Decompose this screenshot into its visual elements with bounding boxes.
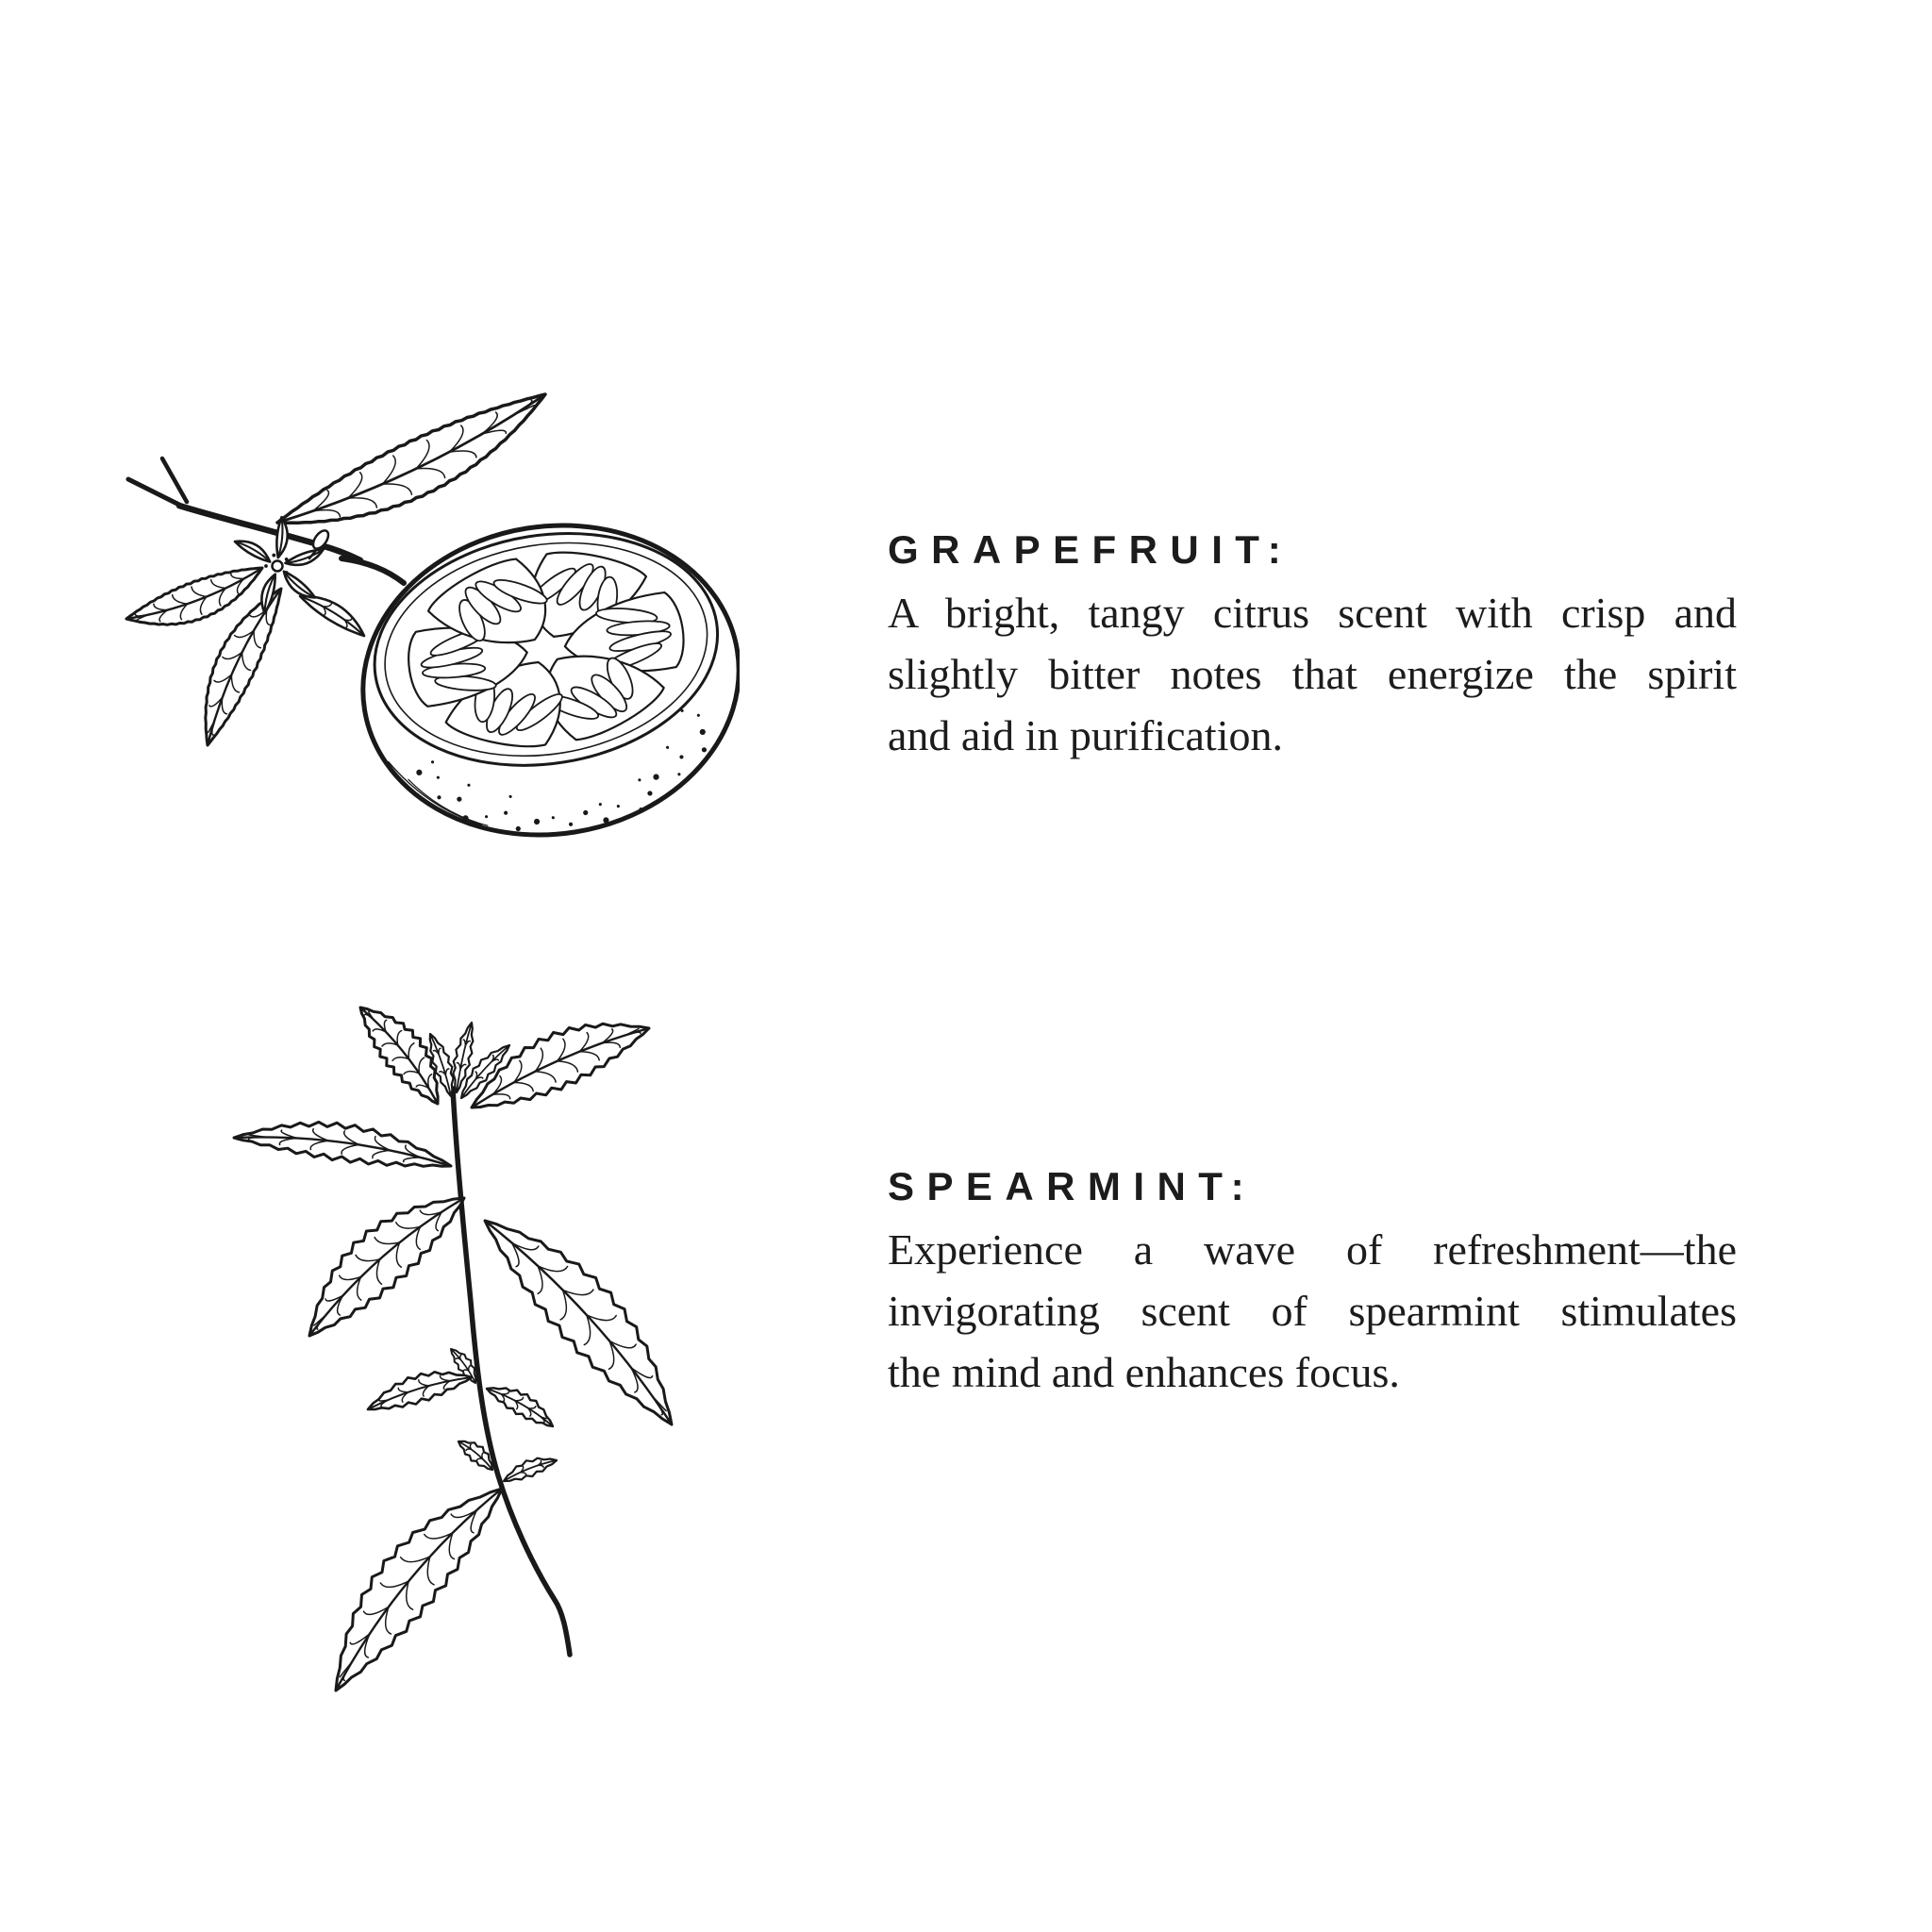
spearmint-heading: SPEARMINT:	[888, 1164, 1257, 1208]
description-line: Experience a wave of refreshment—the	[888, 1225, 1737, 1274]
description-line: invigorating scent of spearmint stimulates	[888, 1287, 1737, 1335]
description-line: slightly bitter notes that energize the spirit	[888, 650, 1737, 698]
description-line: and aid in purification.	[888, 711, 1283, 759]
grapefruit-description	[888, 582, 1737, 766]
spearmint-description	[888, 1219, 1737, 1403]
grapefruit-heading: GRAPEFRUIT:	[888, 527, 1294, 572]
description-line: A bright, tangy citrus scent with crisp and	[888, 589, 1737, 637]
description-line: the mind and enhances focus.	[888, 1348, 1400, 1396]
spearmint-illustration	[228, 998, 717, 1707]
grapefruit-illustration	[119, 368, 740, 840]
